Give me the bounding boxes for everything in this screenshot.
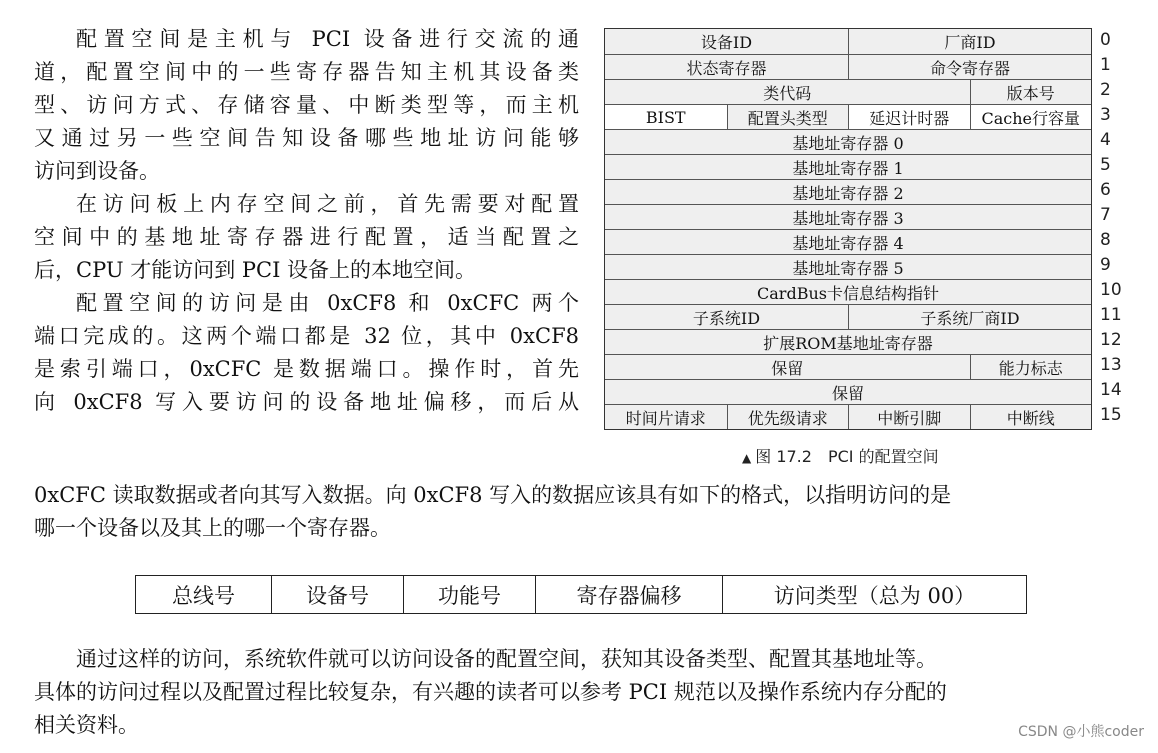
format-field: 寄存器偏移 <box>535 576 722 613</box>
config-cell: 能力标志 <box>970 355 1092 379</box>
text-line: 具体的访问过程以及配置过程比较复杂，有兴趣的读者可以参考 PCI 规范以及操作系统内存分配的 <box>34 680 947 704</box>
config-row <box>605 154 1091 179</box>
format-field: 设备号 <box>271 576 403 613</box>
config-row <box>605 254 1091 279</box>
config-cell: 状态寄存器 <box>605 55 848 79</box>
text-line: 端口完成的。这两个端口都是 32 位，其中 0xCF8 <box>34 324 579 348</box>
config-cell: 类代码 <box>605 80 970 104</box>
format-field: 功能号 <box>403 576 535 613</box>
text-line: 哪一个设备以及其上的哪一个寄存器。 <box>34 516 391 540</box>
config-row <box>605 304 1091 329</box>
text-line: 配置空间的访问是由 0xCF8 和 0xCFC 两个 <box>76 291 579 315</box>
text-line: 0xCFC 读取数据或者向其写入数据。向 0xCF8 写入的数据应该具有如下的格式，以指明访问的是 <box>34 483 952 507</box>
config-offset: 15 <box>1100 405 1122 425</box>
text-line: 相关资料。 <box>34 713 139 737</box>
format-field: 访问类型（总为 00） <box>722 576 1026 613</box>
config-cell: 时间片请求 <box>605 405 727 429</box>
config-cell: Cache行容量 <box>970 105 1092 129</box>
text-line: 道，配置空间中的一些寄存器告知主机其设备类 <box>34 60 579 84</box>
config-offset: 9 <box>1100 255 1111 275</box>
config-row <box>605 179 1091 204</box>
text-line: 通过这样的访问，系统软件就可以访问设备的配置空间，获知其设备类型、配置其基地址等。 <box>76 647 937 671</box>
format-field: 总线号 <box>172 583 235 608</box>
watermark: CSDN @小熊coder <box>1018 724 1144 740</box>
config-cell: 设备ID <box>605 29 848 54</box>
figure-caption <box>742 444 939 467</box>
config-offset: 13 <box>1100 355 1122 375</box>
config-offset: 11 <box>1100 305 1122 325</box>
config-cell: BIST <box>605 105 727 129</box>
text-line: 后，CPU 才能访问到 PCI 设备上的本地空间。 <box>34 258 477 282</box>
config-cell: 保留 <box>605 355 970 379</box>
config-offset: 14 <box>1100 380 1122 400</box>
config-offset: 6 <box>1100 180 1111 200</box>
config-offset: 3 <box>1100 105 1111 125</box>
pci-config-space-table <box>604 28 1092 430</box>
text-line: 在访问板上内存空间之前，首先需要对配置 <box>76 192 579 216</box>
config-offset: 0 <box>1100 30 1111 50</box>
config-cell: 基地址寄存器 1 <box>605 155 1091 179</box>
config-cell: 优先级请求 <box>727 405 849 429</box>
config-cell: 保留 <box>605 380 1091 404</box>
config-row <box>605 54 1091 79</box>
config-cell: 基地址寄存器 3 <box>605 205 1091 229</box>
config-row <box>605 229 1091 254</box>
caption-text: 图 17.2 PCI 的配置空间 <box>755 447 939 466</box>
config-offset: 4 <box>1100 130 1111 150</box>
config-offset-column <box>1100 28 1122 428</box>
intro-paragraphs <box>34 23 579 419</box>
config-offset: 2 <box>1100 80 1111 100</box>
text-line: 向 0xCF8 写入要访问的设备地址偏移，而后从 <box>34 390 579 414</box>
config-cell: 基地址寄存器 5 <box>605 255 1091 279</box>
config-cell: 延迟计时器 <box>848 105 970 129</box>
config-row <box>605 104 1091 129</box>
config-row <box>605 379 1091 404</box>
text-line: 又通过另一些空间告知设备哪些地址访问能够 <box>34 126 579 150</box>
text-line: 访问到设备。 <box>34 159 160 183</box>
config-offset: 1 <box>1100 55 1111 75</box>
config-row <box>605 29 1091 54</box>
config-offset: 12 <box>1100 330 1122 350</box>
config-offset: 10 <box>1100 280 1122 300</box>
config-cell: 扩展ROM基地址寄存器 <box>605 330 1091 354</box>
config-offset: 7 <box>1100 205 1111 225</box>
config-cell: CardBus卡信息结构指针 <box>605 280 1091 304</box>
config-cell: 子系统厂商ID <box>848 305 1091 329</box>
config-cell: 中断引脚 <box>848 405 970 429</box>
config-offset: 8 <box>1100 230 1111 250</box>
config-cell: 基地址寄存器 2 <box>605 180 1091 204</box>
config-cell: 基地址寄存器 0 <box>605 130 1091 154</box>
config-row <box>605 329 1091 354</box>
address-format-table <box>135 575 1027 614</box>
config-cell: 基地址寄存器 4 <box>605 230 1091 254</box>
config-cell: 中断线 <box>970 405 1092 429</box>
config-row <box>605 279 1091 304</box>
config-cell: 配置头类型 <box>727 105 849 129</box>
text-line: 是索引端口，0xCFC 是数据端口。操作时，首先 <box>34 357 579 381</box>
config-cell: 厂商ID <box>848 29 1091 54</box>
config-offset: 5 <box>1100 155 1111 175</box>
config-row <box>605 129 1091 154</box>
continuation-paragraph <box>34 479 1134 545</box>
config-row <box>605 204 1091 229</box>
text-line: 配置空间是主机与 PCI 设备进行交流的通 <box>76 27 579 51</box>
config-cell: 版本号 <box>970 80 1092 104</box>
config-row <box>605 79 1091 104</box>
triangle-marker-icon: ▲ <box>742 451 752 465</box>
config-row <box>605 354 1091 379</box>
config-row <box>605 404 1091 429</box>
text-line: 空间中的基地址寄存器进行配置，适当配置之 <box>34 225 579 249</box>
text-line: 型、访问方式、存储容量、中断类型等，而主机 <box>34 93 579 117</box>
config-cell: 命令寄存器 <box>848 55 1091 79</box>
closing-paragraph <box>34 643 1144 742</box>
config-cell: 子系统ID <box>605 305 848 329</box>
